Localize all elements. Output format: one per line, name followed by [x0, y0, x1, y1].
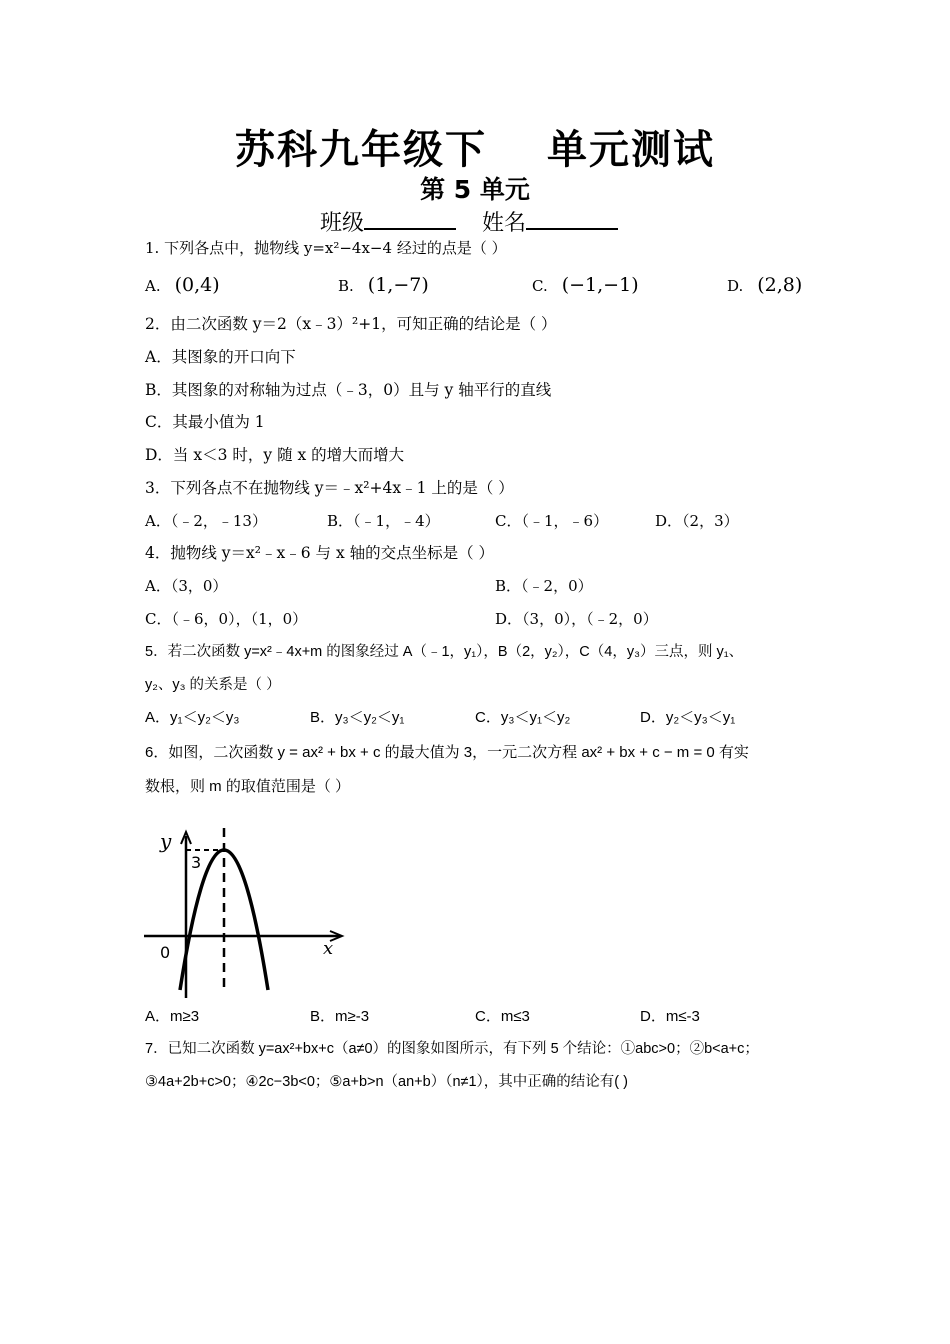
origin-label: 0 — [160, 943, 171, 962]
class-label: 班级 — [320, 211, 365, 236]
q3-option-c: C．（﹣1，﹣6） — [495, 512, 609, 530]
q2-option-c: C．其最小值为 1 — [145, 413, 265, 431]
q1-option-c — [532, 275, 639, 296]
q4-option-d: D．（3，0），（﹣2，0） — [495, 610, 658, 628]
q3-stem: 3．下列各点不在抛物线 y＝﹣x²+4x﹣1 上的是（ ） — [145, 479, 514, 497]
q1-d-letter: D. — [727, 277, 744, 295]
q2-option-a: A．其图象的开口向下 — [145, 348, 296, 366]
name-blank — [526, 208, 618, 230]
q2-option-b: B．其图象的对称轴为过点（﹣3，0）且与 y 轴平行的直线 — [145, 381, 552, 399]
q6-option-b: B．m≥-3 — [310, 1008, 370, 1025]
q4-stem: 4．抛物线 y＝x²﹣x﹣6 与 x 轴的交点坐标是（ ） — [145, 544, 495, 562]
q3-option-d: D．（2，3） — [655, 512, 739, 530]
q5-stem-line2: y₂、y₃ 的关系是（ ） — [145, 677, 281, 693]
q1-stem: 1. 下列各点中，抛物线 y=x²−4x−4 经过的点是（ ） — [145, 239, 507, 257]
q7-stem-line1: 7．已知二次函数 y=ax²+bx+c（a≠0）的图象如图所示，有下列 5 个结论：①abc>0；②b<a+c； — [145, 1041, 759, 1057]
x-axis-label: x — [323, 938, 334, 959]
q2-option-d: D．当 x＜3 时，y 随 x 的增大而增大 — [145, 446, 405, 464]
student-info — [320, 206, 618, 237]
q1-a-value: (0,4) — [174, 274, 220, 296]
q5-option-d: D．y₂＜y₃＜y₁ — [640, 709, 736, 726]
q6-stem-line2: 数根，则 m 的取值范围是（ ） — [145, 778, 350, 795]
q1-option-b — [338, 275, 429, 296]
max-value-label: 3 — [191, 853, 202, 872]
q1-b-value: (1,−7) — [367, 274, 429, 296]
q2-stem: 2．由二次函数 y＝2（x﹣3）²+1，可知正确的结论是（ ） — [145, 315, 557, 333]
q3-option-b: B．（﹣1，﹣4） — [327, 512, 440, 530]
q6-option-a: A．m≥3 — [145, 1008, 200, 1025]
q4-option-c: C．（﹣6，0），（1，0） — [145, 610, 308, 628]
q4-option-b: B．（﹣2，0） — [495, 577, 593, 595]
q4-option-a: A．（3，0） — [145, 577, 228, 595]
class-blank — [364, 208, 456, 230]
q5-option-b: B．y₃＜y₂＜y₁ — [310, 709, 405, 726]
q7-stem-line2: ③4a+2b+c>0；④2c−3b<0；⑤a+b>n（an+b）（n≠1），其中正确的结论有( ) — [145, 1074, 628, 1090]
q5-option-c: C．y₃＜y₁＜y₂ — [475, 709, 571, 726]
q5-option-a: A．y₁＜y₂＜y₃ — [145, 709, 240, 726]
q1-a-letter: A. — [145, 277, 161, 295]
q3-option-a: A．（﹣2，﹣13） — [145, 512, 267, 530]
q1-option-d — [727, 275, 802, 296]
q6-option-c: C．m≤3 — [475, 1008, 530, 1025]
title-left: 苏科九年级下 — [235, 127, 487, 173]
q1-b-letter: B. — [338, 277, 354, 295]
q6-stem-line1: 6．如图，二次函数 y = ax² + bx + c 的最大值为 3，一元二次方程 ax² + bx + c − m = 0 有实 — [145, 744, 749, 761]
q6-option-d: D．m≤-3 — [640, 1008, 700, 1025]
name-label: 姓名 — [482, 211, 527, 236]
q1-c-value: (−1,−1) — [561, 274, 639, 296]
q5-stem-line1: 5．若二次函数 y=x²﹣4x+m 的图象经过 A（﹣1，y₁），B（2，y₂），C（4，y₃）三点，则 y₁、 — [145, 644, 744, 660]
page-title — [0, 118, 950, 175]
y-axis-label: y — [160, 829, 172, 853]
parabola-graph — [140, 822, 350, 998]
q1-option-a — [145, 275, 220, 296]
q1-d-value: (2,8) — [757, 274, 803, 296]
unit-subtitle: 第 5 单元 — [420, 175, 530, 204]
q1-c-letter: C. — [532, 277, 548, 295]
title-right: 单元测试 — [547, 127, 715, 173]
